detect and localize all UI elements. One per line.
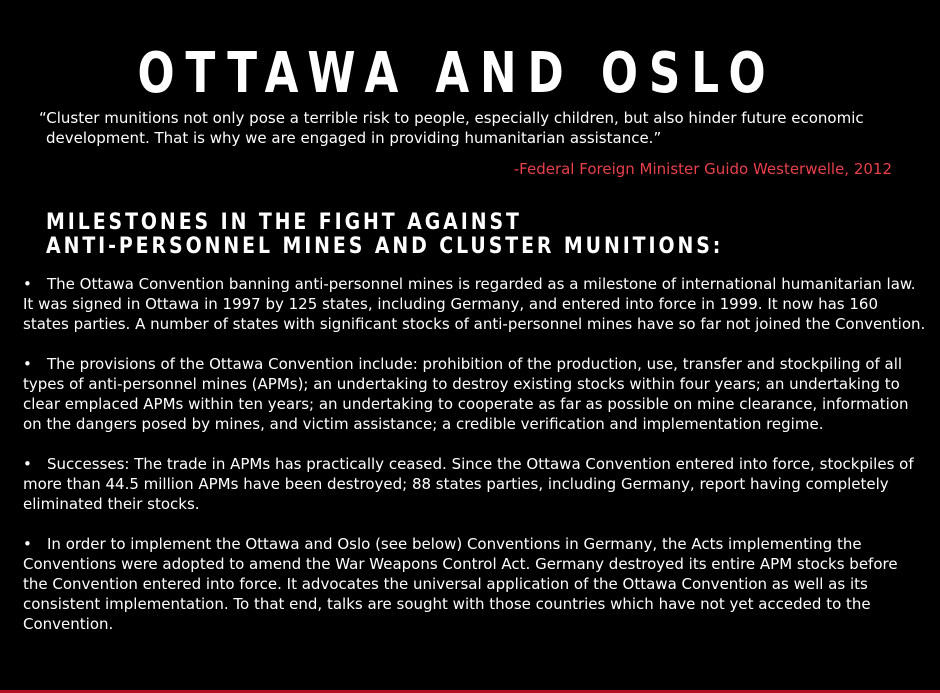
quote-line-2: development. That is why we are engaged in providing humanitarian assistance.” [46, 129, 662, 147]
page-title: OTTAWA AND OSLO [137, 41, 777, 106]
bullet-icon: • [23, 355, 32, 373]
quote [39, 108, 909, 148]
bullet-text: Successes: The trade in APMs has practically ceased. Since the Ottawa Convention entered into force, stockpiles of more than 44.5 million APMs have been destroyed; 88 states parties, including Germany, report having completely eliminated their stocks. [23, 455, 914, 513]
bullet-icon: • [23, 275, 32, 293]
bullet-list [23, 274, 937, 654]
quote-line-1: “Cluster munitions not only pose a terrible risk to people, especially children, but also hinder future economic [39, 109, 864, 127]
section-heading-line-1: MILESTONES IN THE FIGHT AGAINST [46, 210, 522, 235]
section-heading-line-2: ANTI-PERSONNEL MINES AND CLUSTER MUNITIONS: [46, 234, 724, 259]
bullet-icon: • [23, 455, 32, 473]
bullet-text: In order to implement the Ottawa and Oslo (see below) Conventions in Germany, the Acts implementing the Conventions were adopted to amend the War Weapons Control Act. Germany destroyed its entire APM stocks before the Convention entered into force. It advocates the universal application of the Ottawa Convention as well as its consistent implementation. To that end, talks are sought with those countries which have not yet acceded to the Convention. [23, 535, 898, 633]
bullet-item [23, 354, 937, 434]
section-heading [46, 211, 723, 259]
bullet-item [23, 274, 937, 334]
bullet-item [23, 534, 937, 634]
quote-attribution: -Federal Foreign Minister Guido Westerwelle, 2012 [513, 160, 892, 178]
bullet-icon: • [23, 535, 32, 553]
bullet-item [23, 454, 937, 514]
bullet-text: The Ottawa Convention banning anti-personnel mines is regarded as a milestone of international humanitarian law. It was signed in Ottawa in 1997 by 125 states, including Germany, and entered into force in 1999. It now has 160 states parties. A number of states with significant stocks of anti-personnel mines have so far not joined the Convention. [23, 275, 926, 333]
bullet-text: The provisions of the Ottawa Convention include: prohibition of the production, use, transfer and stockpiling of all types of anti-personnel mines (APMs); an undertaking to destroy existing stocks within four years; an undertaking to clear emplaced APMs within ten years; an undertaking to cooperate as far as possible on mine clearance, information on the dangers posed by mines, and victim assistance; a credible verification and implementation regime. [23, 355, 909, 433]
